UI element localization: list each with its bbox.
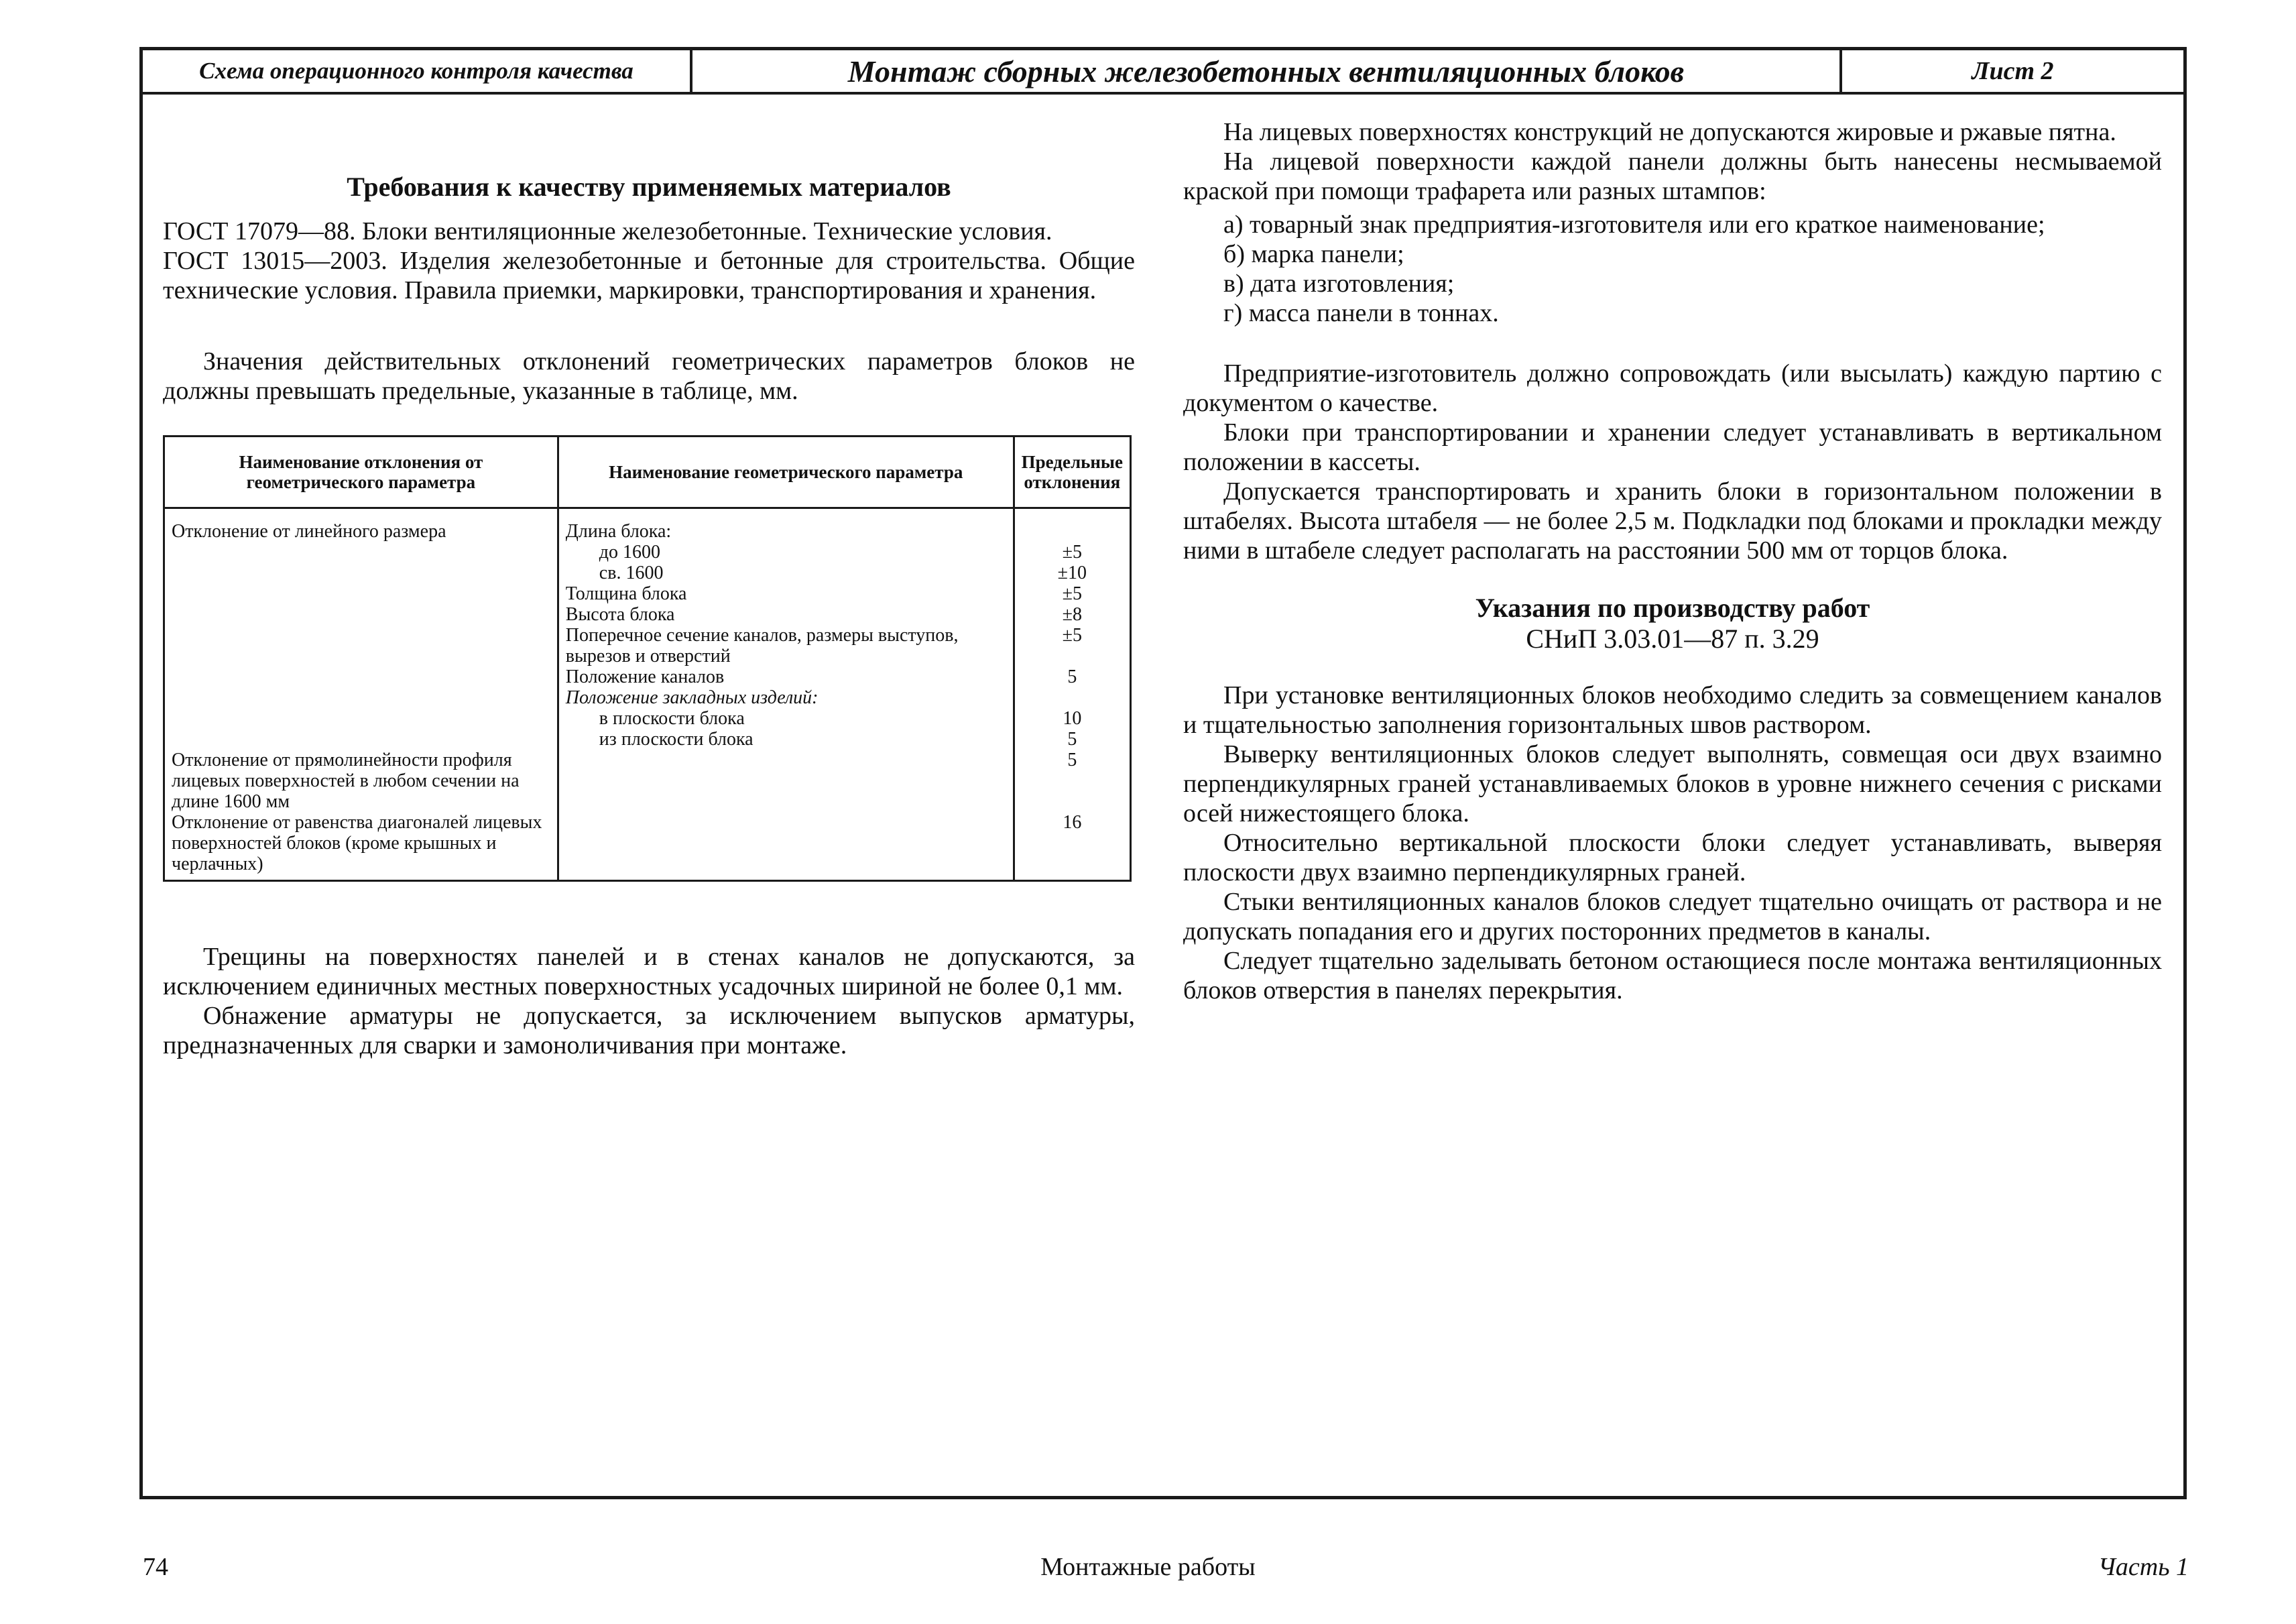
table-row <box>164 542 1131 563</box>
marking-item: г) масса панели в тоннах. <box>1223 299 1499 327</box>
cell-parameter: св. 1600 <box>558 563 1014 583</box>
alignment-paragraph: Выверку вентиляционных блоков следует выполнять, совмещая оси двух взаимно перпендикулярных граней устанавливаемых блоков в уровне нижнего сечения с рисками осей нижестоящего блока. <box>1183 740 2162 827</box>
cell-parameter: в плоскости блока <box>558 708 1014 729</box>
gost-13015: ГОСТ 13015—2003. Изделия железобетонные и бетонные для строительства. Общие технические условия. Правила приемки, маркировки, транспортирования и хранения. <box>163 247 1135 304</box>
cell-parameter <box>558 750 1014 812</box>
cell-deviation <box>164 666 558 687</box>
snip-reference: СНиП 3.03.01—87 п. 3.29 <box>1526 624 1819 654</box>
scheme-label: Схема операционного контроля качества <box>143 50 692 92</box>
cell-tolerance <box>1014 687 1130 708</box>
table-row <box>164 563 1131 583</box>
cell-deviation <box>164 708 558 729</box>
cell-parameter: Поперечное сечение каналов, размеры выступов, вырезов и отверстий <box>558 625 1014 666</box>
sheet-number: Лист 2 <box>1972 57 2054 85</box>
installation-paragraph: При установке вентиляционных блоков необходимо следить за совмещением каналов и тщательностью заполнения горизонтальных швов раствором. <box>1183 681 2162 739</box>
right-column <box>1183 117 2162 1005</box>
table-row <box>164 508 1131 542</box>
table-row <box>164 604 1131 625</box>
cell-deviation: Отклонение от линейного размера <box>164 508 558 542</box>
vertical-plane-paragraph: Относительно вертикальной плоскости блоки следует устанавливать, выверяя плоскости двух взаимно перпендикулярных граней. <box>1183 829 2162 886</box>
cell-deviation <box>164 625 558 666</box>
materials-heading: Требования к качеству применяемых материалов <box>347 172 951 202</box>
cell-tolerance: 5 <box>1014 666 1130 687</box>
marking-paragraph: На лицевой поверхности каждой панели должны быть нанесены несмываемой краской при помощи трафарета или разных штампов: <box>1183 148 2162 205</box>
cell-parameter: Высота блока <box>558 604 1014 625</box>
cell-tolerance: ±8 <box>1014 604 1130 625</box>
marking-item: б) марка панели; <box>1223 240 1404 268</box>
table-row <box>164 729 1131 750</box>
part-label: Часть 1 <box>2098 1553 2189 1581</box>
cell-parameter: Положение закладных изделий: <box>558 687 1014 708</box>
table-row <box>164 666 1131 687</box>
cell-parameter <box>558 812 1014 881</box>
page-frame <box>139 47 2187 1499</box>
marking-item: в) дата изготовления; <box>1223 270 1455 298</box>
table-row <box>164 708 1131 729</box>
col-header-deviation: Наименование отклонения от геометрического параметра <box>164 437 558 508</box>
gost-17079: ГОСТ 17079—88. Блоки вентиляционные железобетонные. Технические условия. <box>163 217 1052 245</box>
page-number: 74 <box>143 1553 168 1581</box>
cell-parameter: Положение каналов <box>558 666 1014 687</box>
cell-tolerance: 5 <box>1014 729 1130 750</box>
cell-tolerance: ±5 <box>1014 625 1130 666</box>
cell-tolerance: 16 <box>1014 812 1130 881</box>
table-row <box>164 812 1131 881</box>
cell-tolerance: 10 <box>1014 708 1130 729</box>
cell-deviation <box>164 583 558 604</box>
cell-deviation <box>164 563 558 583</box>
works-heading: Указания по производству работ <box>1475 593 1870 623</box>
col-header-tolerance: Предельные отклонения <box>1014 437 1130 508</box>
cell-tolerance: ±5 <box>1014 542 1130 563</box>
table-intro: Значения действительных отклонений геометрических параметров блоков не должны превышать предельные, указанные в таблице, мм. <box>163 347 1135 405</box>
document-title: Монтаж сборных железобетонных вентиляционных блоков <box>692 50 1842 92</box>
deviation-table <box>163 435 1132 882</box>
table-row <box>164 625 1131 666</box>
cell-tolerance: ±10 <box>1014 563 1130 583</box>
table-row <box>164 583 1131 604</box>
quality-doc-paragraph: Предприятие-изготовитель должно сопровождать (или высылать) каждую партию с документом о качестве. <box>1183 359 2162 417</box>
left-column <box>163 117 1135 1060</box>
cell-parameter: Длина блока: <box>558 508 1014 542</box>
horizontal-storage-paragraph: Допускается транспортировать и хранить блоки в горизонтальном положении в штабелях. Высота штабеля — не более 2,5 м. Подкладки под блоками и прокладки между ними в штабеле следует располагать на расстоянии 500 мм от торцов блока. <box>1183 477 2162 565</box>
col-header-parameter: Наименование геометрического параметра <box>558 437 1014 508</box>
cell-deviation <box>164 604 558 625</box>
rebar-paragraph: Обнажение арматуры не допускается, за исключением выпусков арматуры, предназначенных для сварки и замоноличивания при монтаже. <box>163 1002 1135 1059</box>
table-row <box>164 750 1131 812</box>
cell-parameter: до 1600 <box>558 542 1014 563</box>
cell-parameter: из плоскости блока <box>558 729 1014 750</box>
cell-deviation: Отклонение от прямолинейности профиля лицевых поверхностей в любом сечении на длине 1600 мм <box>164 750 558 812</box>
cell-deviation <box>164 729 558 750</box>
cell-deviation <box>164 687 558 708</box>
table-row <box>164 687 1131 708</box>
cell-tolerance: 5 <box>1014 750 1130 812</box>
stains-paragraph: На лицевых поверхностях конструкций не допускаются жировые и ржавые пятна. <box>1223 118 2116 146</box>
cell-tolerance <box>1014 508 1130 542</box>
section-name: Монтажные работы <box>1040 1553 1256 1581</box>
marking-item: а) товарный знак предприятия-изготовителя или его краткое наименование; <box>1223 211 2045 239</box>
cell-parameter: Толщина блока <box>558 583 1014 604</box>
vertical-storage-paragraph: Блоки при транспортировании и хранении следует устанавливать в вертикальном положении в кассеты. <box>1183 418 2162 476</box>
cell-tolerance: ±5 <box>1014 583 1130 604</box>
cell-deviation <box>164 542 558 563</box>
title-block <box>143 50 2183 95</box>
joints-paragraph: Стыки вентиляционных каналов блоков следует тщательно очищать от раствора и не допускать попадания его и других посторонних предметов в каналы. <box>1183 888 2162 945</box>
openings-paragraph: Следует тщательно заделывать бетоном остающиеся после монтажа вентиляционных блоков отверстия в панелях перекрытия. <box>1183 947 2162 1004</box>
cell-deviation: Отклонение от равенства диагоналей лицевых поверхностей блоков (кроме крышных и черлачных) <box>164 812 558 881</box>
cracks-paragraph: Трещины на поверхностях панелей и в стенах каналов не допускаются, за исключением единичных местных поверхностных усадочных шириной не более 0,1 мм. <box>163 943 1135 1000</box>
